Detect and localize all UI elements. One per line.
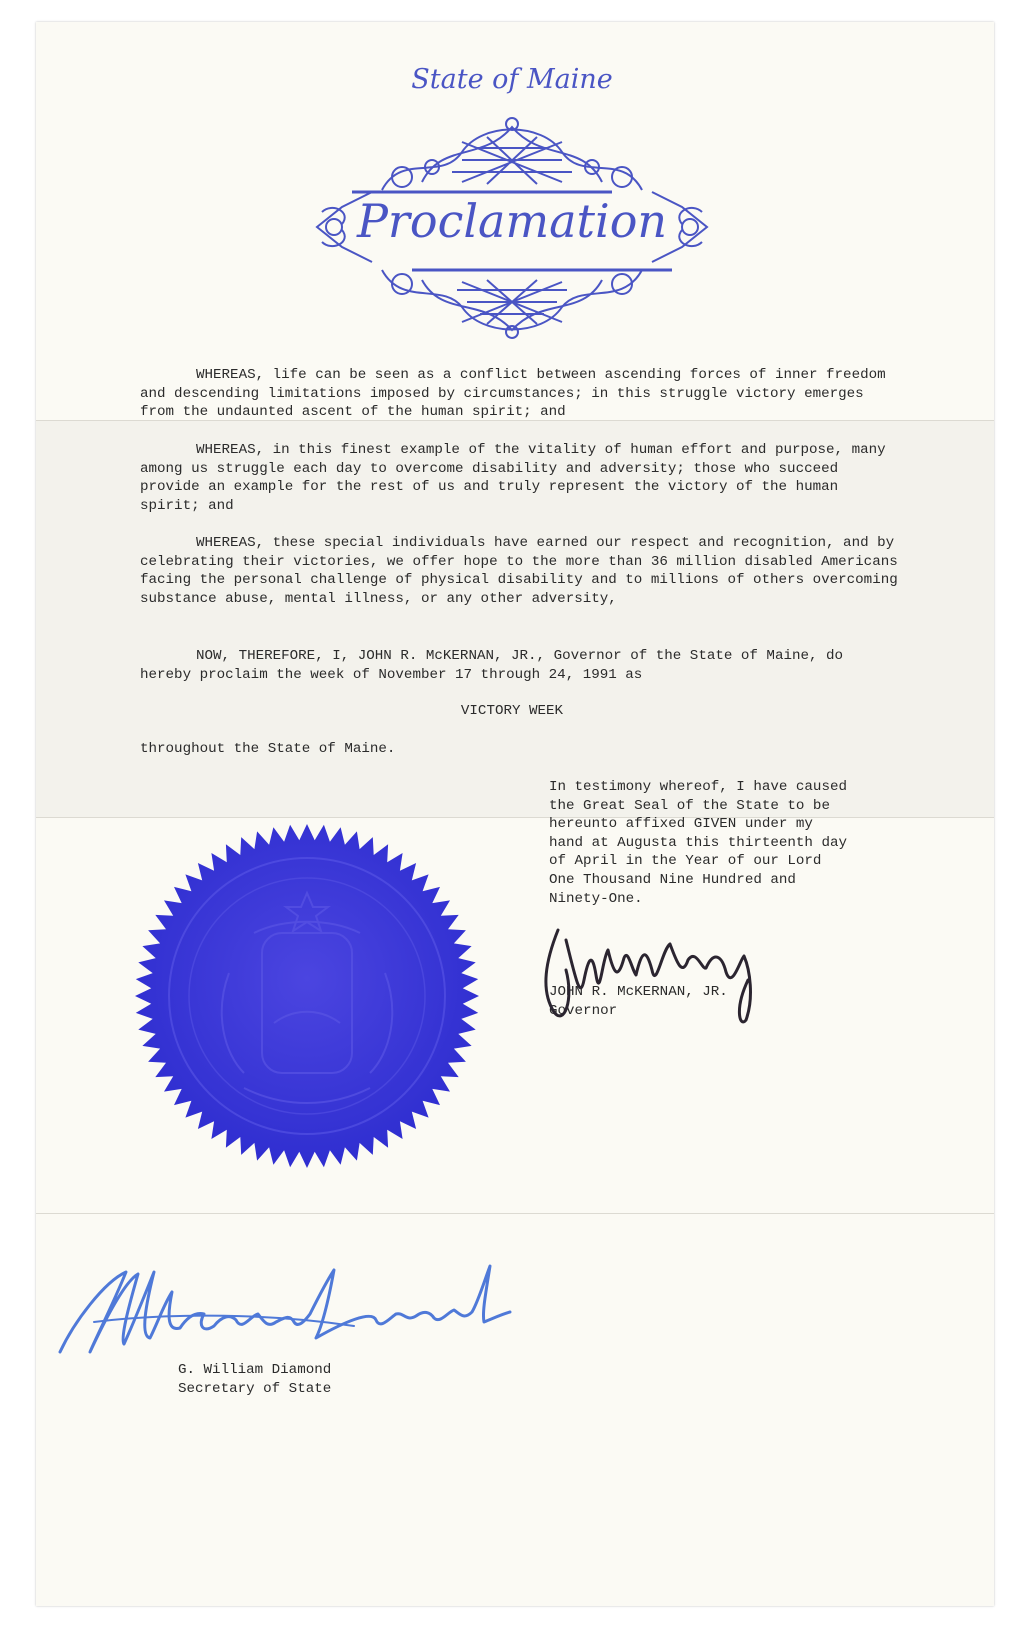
secretary-signature-icon (54, 1252, 514, 1372)
testimony-line: Ninety-One. (549, 890, 643, 907)
closing-line: throughout the State of Maine. (140, 741, 396, 757)
testimony-line: of April in the Year of our Lord (549, 853, 822, 870)
secretary-name: G. William Diamond (178, 1362, 332, 1378)
testimony-line: hand at Augusta this thirteenth day (549, 834, 847, 851)
great-seal-icon (134, 823, 480, 1169)
whereas-paragraph-1: WHEREAS, life can be seen as a conflict between ascending forces of inner freedom and descending limitations imposed by circumstances; in this struggle victory emerges from the undaunted ascent of the human spirit; and (140, 367, 886, 421)
now-therefore-paragraph: NOW, THEREFORE, I, JOHN R. McKERNAN, JR., Governor of the State of Maine, do hereby proclaim the week of November 17 through 24, 1991 as (140, 648, 844, 683)
secretary-signature-block (178, 1361, 331, 1398)
testimony-line: the Great Seal of the State to be (549, 797, 830, 814)
testimony-line: hereunto affixed GIVEN under my (549, 816, 813, 833)
fold-crease-3 (36, 1213, 994, 1214)
proclaimed-title: VICTORY WEEK (460, 703, 564, 719)
whereas-paragraph-2: WHEREAS, in this finest example of the vitality of human effort and purpose, many among us struggle each day to overcome disability and adversity; those who succeed provide an example for the rest of us and truly represent the victory of the human spirit; and (140, 442, 886, 514)
governor-signature-icon (536, 920, 776, 1030)
testimony-line: One Thousand Nine Hundred and (549, 871, 796, 888)
state-title: State of Maine (411, 64, 613, 95)
proclamation-emblem (312, 112, 712, 342)
secretary-title: Secretary of State (178, 1380, 332, 1397)
whereas-paragraph-3: WHEREAS, these special individuals have earned our respect and recognition, and by celebrating their victories, we offer hope to the more than 36 million disabled Americans facing the personal challenge of physical disability and to millions of others overcoming substance abuse, mental illness, or any other adversity, (140, 535, 898, 607)
governor-title: Governor (549, 1002, 618, 1019)
document-title: Proclamation (356, 194, 668, 248)
testimony-block (549, 778, 889, 908)
governor-name: JOHN R. McKERNAN, JR. (549, 984, 728, 1000)
testimony-line: In testimony whereof, I have caused (549, 779, 847, 795)
